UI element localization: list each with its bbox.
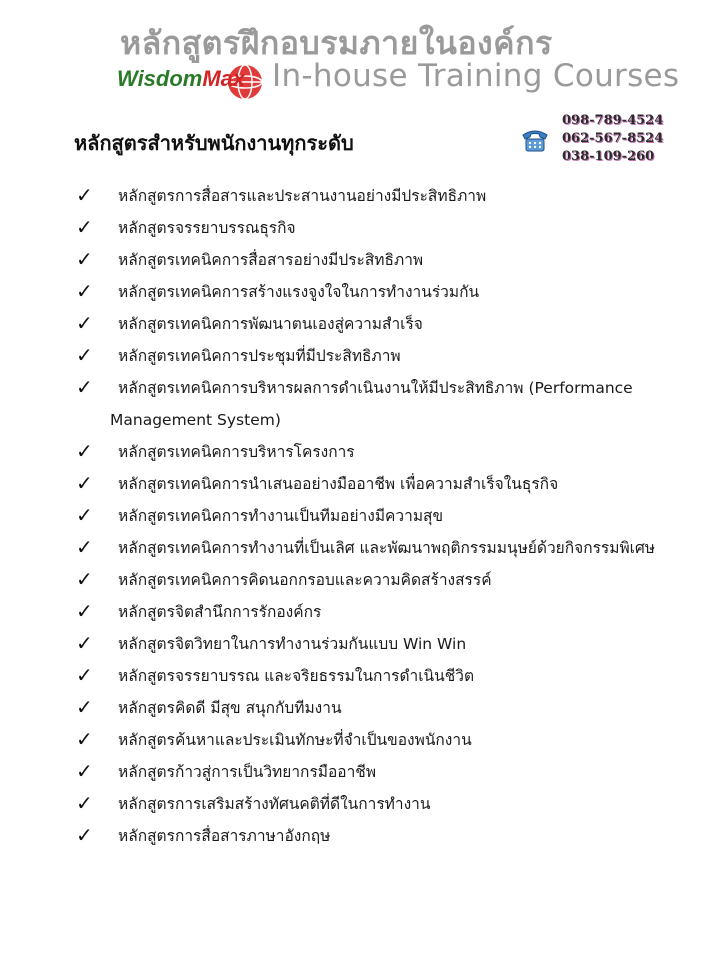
course-title: หลักสูตรเทคนิคการทำงานเป็นทีมอย่างมีความสุข <box>118 507 444 525</box>
checkmark-icon: ✓ <box>76 503 93 527</box>
course-item <box>76 276 706 308</box>
checkmark-icon: ✓ <box>76 343 93 367</box>
checkmark-icon: ✓ <box>76 695 93 719</box>
course-title: หลักสูตรคิดดี มีสุข สนุกกับทีมงาน <box>118 699 342 717</box>
course-item <box>76 436 706 468</box>
checkmark-icon: ✓ <box>76 215 93 239</box>
course-item <box>76 564 706 596</box>
header-thai-title: หลักสูตรฝึกอบรมภายในองค์กร <box>120 24 553 62</box>
course-item <box>76 532 706 564</box>
course-item <box>76 308 706 340</box>
course-title: หลักสูตรจรรยาบรรณ และจริยธรรมในการดำเนินชีวิต <box>118 667 475 685</box>
course-title: หลักสูตรการเสริมสร้างทัศนคติที่ดีในการทำงาน <box>118 795 431 813</box>
checkmark-icon: ✓ <box>76 279 93 303</box>
course-item <box>76 724 706 756</box>
course-item <box>76 596 706 628</box>
course-item <box>76 180 706 212</box>
checkmark-icon: ✓ <box>76 663 93 687</box>
course-item <box>76 372 706 436</box>
phone-numbers <box>562 112 663 166</box>
course-item <box>76 500 706 532</box>
course-title: หลักสูตรเทคนิคการสร้างแรงจูงใจในการทำงานร่วมกัน <box>118 283 480 301</box>
logo-max: Max <box>202 66 246 91</box>
telephone-icon <box>519 125 551 155</box>
checkmark-icon: ✓ <box>76 823 93 847</box>
course-title: หลักสูตรก้าวสู่การเป็นวิทยากรมืออาชีพ <box>118 763 377 781</box>
course-title: หลักสูตรจิตวิทยาในการทำงานร่วมกันแบบ Win Win <box>118 635 467 653</box>
course-title: หลักสูตรเทคนิคการประชุมที่มีประสิทธิภาพ <box>118 347 401 365</box>
course-title: หลักสูตรเทคนิคการทำงานที่เป็นเลิศ และพัฒนาพฤติกรรมมนุษย์ด้วยกิจกรรมพิเศษ <box>118 539 656 557</box>
wisdommax-logo <box>117 62 267 102</box>
checkmark-icon: ✓ <box>76 535 93 559</box>
course-title: หลักสูตรจรรยาบรรณธุรกิจ <box>118 219 296 237</box>
checkmark-icon: ✓ <box>76 567 93 591</box>
logo-text <box>117 66 245 92</box>
section-title: หลักสูตรสำหรับพนักงานทุกระดับ <box>74 131 354 155</box>
checkmark-icon: ✓ <box>76 791 93 815</box>
checkmark-icon: ✓ <box>76 599 93 623</box>
course-item <box>76 756 706 788</box>
phone-number[interactable]: 062-567-8524 <box>562 131 664 146</box>
course-title: หลักสูตรเทคนิคการคิดนอกกรอบและความคิดสร้างสรรค์ <box>118 571 492 589</box>
course-item <box>76 468 706 500</box>
course-title-continuation: Management System) <box>110 411 281 429</box>
phone-number[interactable]: 098-789-4524 <box>562 113 664 128</box>
checkmark-icon: ✓ <box>76 311 93 335</box>
checkmark-icon: ✓ <box>76 247 93 271</box>
course-title: หลักสูตรจิตสำนึกการรักองค์กร <box>118 603 322 621</box>
logo-wisdom: Wisdom <box>117 66 203 91</box>
checkmark-icon: ✓ <box>76 439 93 463</box>
course-title: หลักสูตรการสื่อสารภาษาอังกฤษ <box>118 827 331 845</box>
course-item <box>76 788 706 820</box>
checkmark-icon: ✓ <box>76 631 93 655</box>
course-title: หลักสูตรเทคนิคการสื่อสารอย่างมีประสิทธิภาพ <box>118 251 424 269</box>
course-title: หลักสูตรเทคนิคการบริหารโครงการ <box>118 443 355 461</box>
course-item <box>76 660 706 692</box>
checkmark-icon: ✓ <box>76 183 93 207</box>
course-item <box>76 628 706 660</box>
course-title: หลักสูตรเทคนิคการพัฒนาตนเองสู่ความสำเร็จ <box>118 315 423 333</box>
course-item <box>76 340 706 372</box>
header-english-title: In-house Training Courses <box>272 58 680 94</box>
course-title: หลักสูตรเทคนิคการบริหารผลการดำเนินงานให้มีประสิทธิภาพ (Performance <box>118 379 633 397</box>
course-item <box>76 244 706 276</box>
course-list <box>76 180 706 852</box>
phone-number[interactable]: 038-109-260 <box>562 149 655 164</box>
course-title: หลักสูตรการสื่อสารและประสานงานอย่างมีประสิทธิภาพ <box>118 187 487 205</box>
checkmark-icon: ✓ <box>76 471 93 495</box>
course-title: หลักสูตรเทคนิคการนำเสนออย่างมืออาชีพ เพื่อความสำเร็จในธุรกิจ <box>118 475 559 493</box>
course-item <box>76 820 706 852</box>
course-item <box>76 692 706 724</box>
checkmark-icon: ✓ <box>76 727 93 751</box>
course-title: หลักสูตรค้นหาและประเมินทักษะที่จำเป็นของพนักงาน <box>118 731 472 749</box>
checkmark-icon: ✓ <box>76 375 93 399</box>
checkmark-icon: ✓ <box>76 759 93 783</box>
course-item <box>76 212 706 244</box>
